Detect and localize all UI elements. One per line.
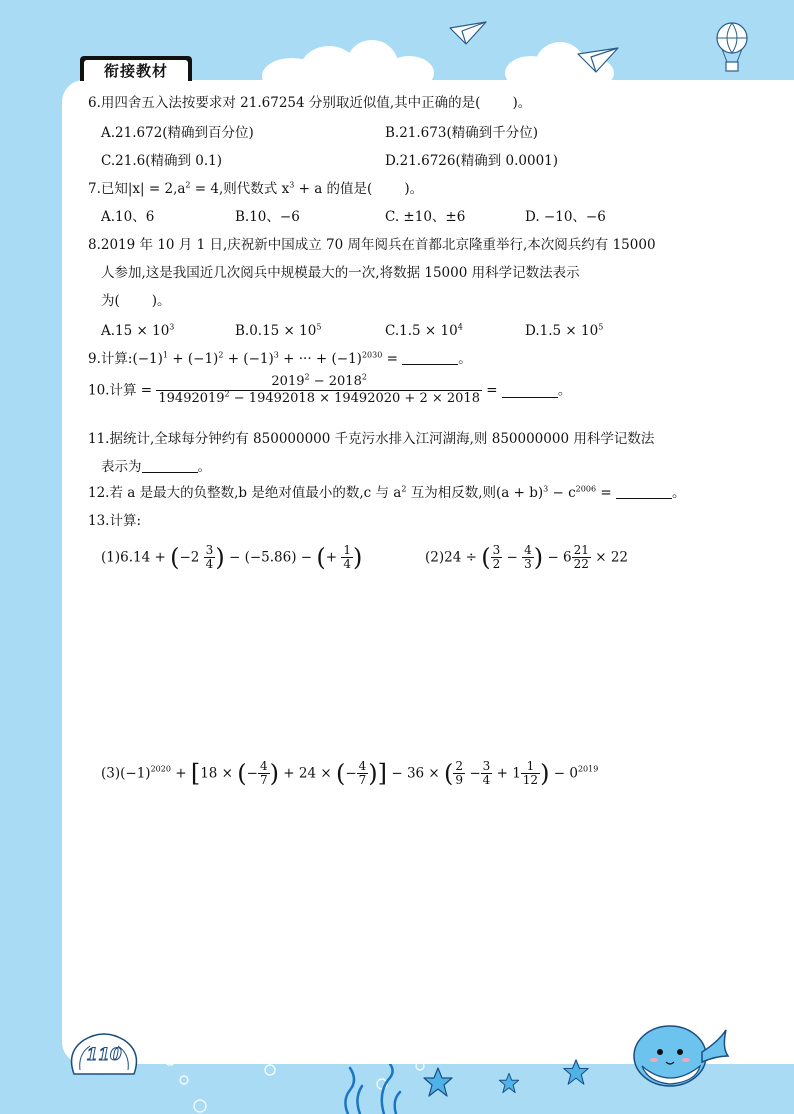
q8-line-1: 8.2019 年 10 月 1 日,庆祝新中国成立 70 周年阅兵在首都北京隆重举行,本次阅兵约有 15000	[88, 237, 656, 253]
q7-option-c: C. ±10、±6	[385, 209, 466, 225]
q8-line-3: 为( )。	[101, 293, 171, 309]
q10-line: 10.计算 = $\frac{2019^2 - 2018^2}{19492019^2 - 19492018 \times 19492020 + 2 \times 2018}$ = 。	[88, 372, 572, 406]
starfish-icon	[498, 1072, 520, 1094]
q8-option-c: $C.1.5 \times 10^4$	[385, 322, 463, 339]
starfish-icon	[422, 1066, 454, 1098]
q13-stem: 13.计算:	[88, 513, 142, 529]
header-badge-label: 衔接教材	[84, 60, 188, 81]
q7-option-a: A.10、6	[101, 209, 155, 225]
q10-answer-blank	[502, 383, 558, 398]
seaweed-icon	[338, 1064, 408, 1114]
q12-answer-blank	[616, 484, 672, 499]
q13-part-3: $(3)(-1)^{2020} + [18$ × (− $\frac{4}{7}$ ) + 24 × (− $\frac{4}{7}$ )] − 36 × ( $\frac{2}{9}$ − $\frac{3}{4}$ + 1 $\frac{1}{12}$ ) − $0^{2019}$	[101, 759, 599, 788]
header-badge	[80, 56, 192, 81]
q11-line-2: 表示为 。	[101, 459, 211, 475]
q6-option-a: A.21.672(精确到百分位)	[101, 125, 254, 141]
paper-plane-icon	[448, 20, 488, 46]
q13-part-1: (1)6.14 + (−2 $\frac{3}{4}$ ) − (−5.86) − (+ $\frac{1}{4}$ )	[101, 543, 363, 572]
whale-icon	[630, 1012, 730, 1092]
q8-option-b: $B.0.15 \times 10^5$	[235, 322, 322, 339]
q8-option-a: $A.15 \times 10^3$	[101, 322, 175, 339]
paper-plane-icon	[576, 44, 620, 74]
q13-part-2: (2)24 ÷ ( $\frac{3}{2}$ − $\frac{4}{3}$ ) − 6 $\frac{21}{22}$ × 22	[425, 543, 628, 572]
q9-line: 9.计算$:(-1)^1 + (-1)^2 + (-1)^3$ + ··· + $(-1)^{2030}$ = 。	[88, 350, 472, 367]
q7-option-d: D. −10、−6	[525, 209, 606, 225]
page-number: 110	[86, 1045, 122, 1065]
q8-line-2: 人参加,这是我国近几次阅兵中规模最大的一次,将数据 15000 用科学记数法表示	[101, 265, 580, 281]
q8-option-d: $D.1.5 \times 10^5$	[525, 322, 604, 339]
hot-air-balloon-icon	[712, 22, 752, 74]
q7-option-b: B.10、−6	[235, 209, 300, 225]
q6-option-c: C.21.6(精确到 0.1)	[101, 153, 222, 169]
q11-answer-blank	[142, 458, 198, 473]
q6-option-d: D.21.6726(精确到 0.0001)	[385, 153, 559, 169]
q6-option-b: B.21.673(精确到千分位)	[385, 125, 538, 141]
q12-line: 12.若 a 是最大的负整数,b 是绝对值最小的数,c 与 $a^2$ 互为相反数,则$(a + b)^3 - c^{2006}$ = 。	[88, 484, 686, 501]
q6-stem: 6.用四舍五入法按要求对 21.67254 分别取近似值,其中正确的是( )。	[88, 95, 532, 111]
q10-fraction: $\frac{2019^2 - 2018^2}{19492019^2 - 19492018 \times 19492020 + 2 \times 2018}$	[158, 372, 480, 406]
q11-line-1: 11.据统计,全球每分钟约有 850000000 千克污水排入江河湖海,则 850000000 用科学记数法	[88, 431, 655, 447]
q7-stem: 7.已知$|x| = 2,a^2 = 4$,则代数式 $x^3 + a$ 的值是( )。	[88, 180, 424, 197]
starfish-icon	[562, 1058, 590, 1086]
q9-answer-blank	[402, 350, 458, 365]
